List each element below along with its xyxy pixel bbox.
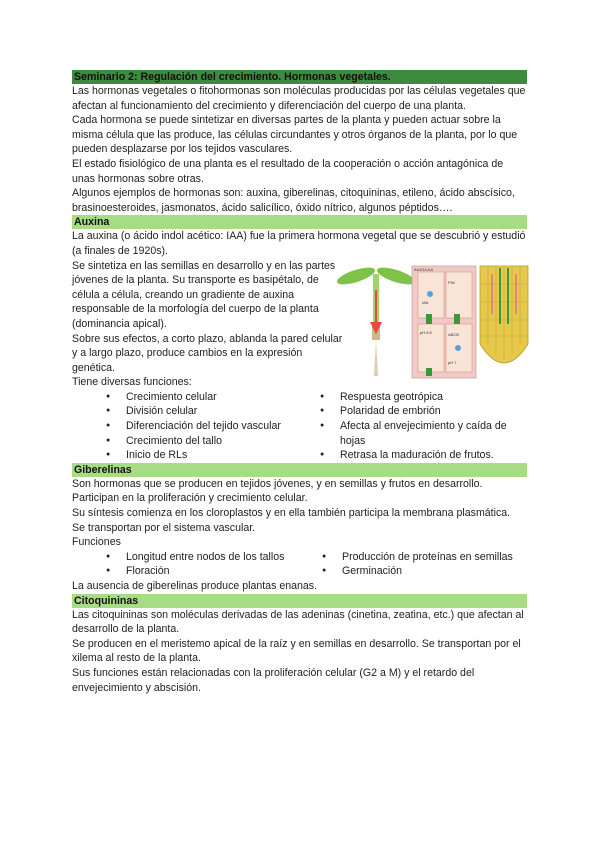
citoquininas-paragraph-2: Se producen en el meristemo apical de la raíz y en semillas en desarrollo. Se transportan por el xilema al resto de la planta. xyxy=(72,637,521,665)
diagram-label: pH 7 xyxy=(448,360,457,365)
auxina-paragraph-2: Se sintetiza en las semillas en desarrollo y en las partes jóvenes de la planta. Su transporte es basipétalo, de célula a célula, creando un gradiente de auxina responsable de la morfología del cuerpo de la planta (dominancia apical). xyxy=(72,259,336,330)
list-item: ● Inicio de RLs xyxy=(72,448,320,463)
cell-transport-diagram xyxy=(412,266,476,378)
giberelinas-paragraph-1: Son hormonas que se producen en tejidos jóvenes, y en semillas y frutos en desarrollo. xyxy=(72,477,483,490)
diagram-label: IAA xyxy=(422,300,429,305)
giberelinas-paragraph-6: La ausencia de giberelinas produce plantas enanas. xyxy=(72,580,318,592)
diagram-label: AUX1/LAX xyxy=(414,267,434,272)
intro-paragraph-4: Algunos ejemplos de hormonas son: auxina, giberelinas, citoquininas, etileno, ácido abscísico, brasinoesteroides, jasmonatos, ácido salicílico, óxido nítrico, algunos péptidos…. xyxy=(72,187,515,214)
diagram-label: PIN xyxy=(448,280,455,285)
list-item: ● Germinación xyxy=(322,564,527,579)
list-item: ● Producción de proteínas en semillas xyxy=(322,550,527,565)
list-item: ● Polaridad de embrión xyxy=(320,404,525,419)
giberelinas-function-lists xyxy=(72,550,527,579)
root-tip-illustration xyxy=(480,266,528,363)
auxina-functions-right xyxy=(320,390,525,463)
list-item: ● Afecta al envejecimiento y caída de hojas xyxy=(320,419,525,448)
section-heading-auxina: Auxina xyxy=(72,215,527,229)
list-item: ● Respuesta geotrópica xyxy=(320,390,525,405)
list-item: ● División celular xyxy=(72,404,320,419)
section-heading-citoquininas: Citoquininas xyxy=(72,594,527,608)
giberelinas-paragraph-3: Su síntesis comienza en los cloroplastos y en ella también participa la membrana plasmática. xyxy=(72,507,511,520)
list-item: ● Crecimiento celular xyxy=(72,390,320,405)
citoquininas-paragraph-3: Sus funciones están relacionadas con la proliferación celular (G2 a M) y el retardo del envejecimiento y abscisión. xyxy=(72,666,475,694)
auxina-functions-left xyxy=(72,390,320,463)
diagram-label: pH 5.5 xyxy=(420,330,432,335)
list-item: ● Retrasa la maduración de frutos. xyxy=(320,448,525,463)
document-page xyxy=(72,70,527,695)
list-item: ● Floración xyxy=(72,564,322,579)
auxin-transport-figure xyxy=(326,264,530,382)
giberelinas-paragraph-4: Se transportan por el sistema vascular. xyxy=(72,521,256,534)
seedling-illustration xyxy=(335,264,417,376)
giberelinas-functions-left xyxy=(72,550,322,579)
section-heading-giberelinas: Giberelinas xyxy=(72,463,527,477)
auxina-function-lists xyxy=(72,390,527,463)
giberelinas-paragraph-2: Participan en la proliferación y crecimiento celular. xyxy=(72,492,308,505)
citoquininas-paragraph-1: Las citoquininas son moléculas derivadas de las adeninas (cinetina, zeatina, etc.) que afectan al desarrollo de la planta. xyxy=(72,608,524,636)
document-title: Seminario 2: Regulación del crecimiento. Hormonas vegetales. xyxy=(72,70,527,84)
list-item: ● Crecimiento del tallo xyxy=(72,434,320,449)
list-item: ● Diferenciación del tejido vascular xyxy=(72,419,320,434)
auxina-paragraph-1: La auxina (o ácido indol acético: IAA) fue la primera hormona vegetal que se descubrió y estudió (a finales de 1920s). xyxy=(72,230,526,257)
auxina-paragraph-3: Sobre sus efectos, a corto plazo, ablanda la pared celular y a largo plazo, produce cambios en la expresión genética. xyxy=(72,332,343,374)
diagram-label: ABCB xyxy=(448,332,459,337)
intro-paragraph-2: Cada hormona se puede sintetizar en diversas partes de la planta y pueden actuar sobre la misma célula que las produce, las células circundantes y otros órganos de la planta, por lo que pueden desplazarse por los tejidos vasculares. xyxy=(72,114,518,156)
giberelinas-functions-right xyxy=(322,550,527,579)
intro-paragraph-1: Las hormonas vegetales o fitohormonas son moléculas producidas por las células vegetales que afectan al funcionamiento del crecimiento y diferenciación del cuerpo de una planta. xyxy=(72,85,526,112)
list-item: ● Longitud entre nodos de los tallos xyxy=(72,550,322,565)
intro-paragraph-3: El estado fisiológico de una planta es el resultado de la cooperación o acción antagónica de unas hormonas sobre otras. xyxy=(72,157,504,185)
auxina-paragraph-4: Tiene diversas funciones: xyxy=(72,376,192,389)
giberelinas-paragraph-5: Funciones xyxy=(72,536,121,549)
